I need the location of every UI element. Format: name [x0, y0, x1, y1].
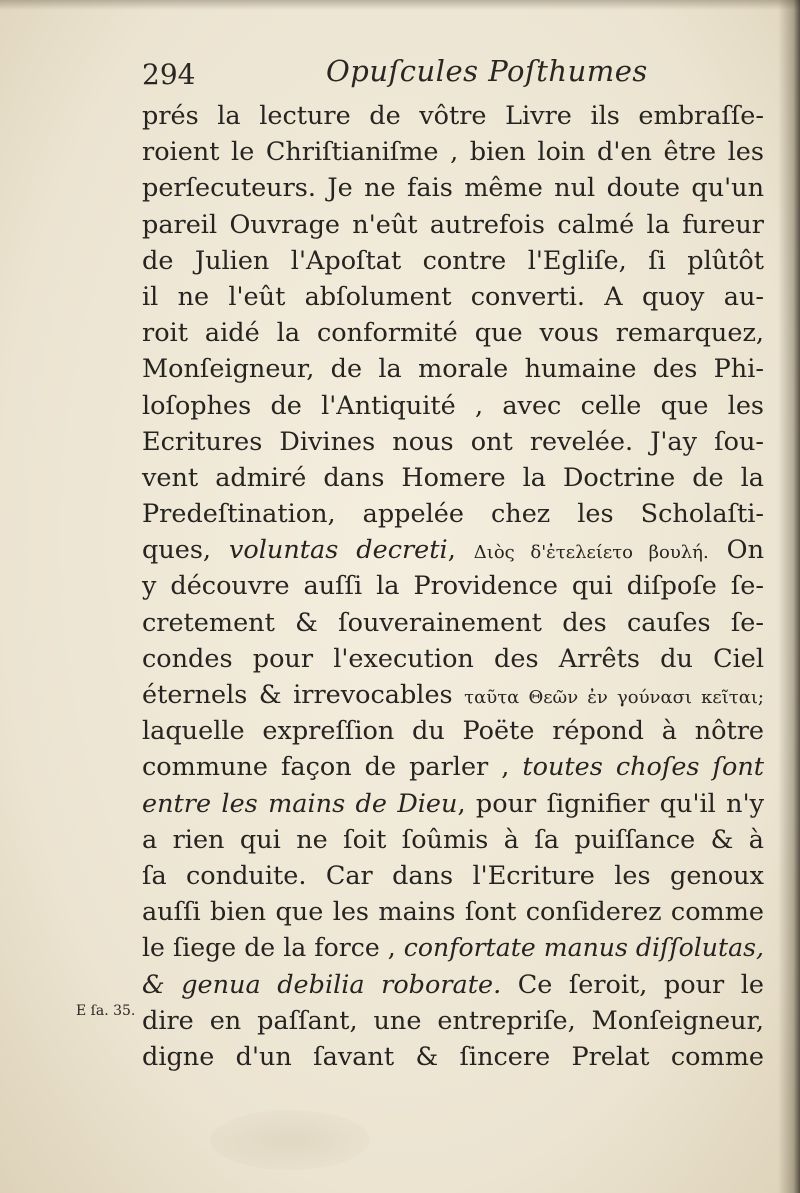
text-line: Ecritures Divines nous ont revelée. J'ay ſou- [142, 426, 764, 457]
page-top-shadow [0, 0, 800, 10]
text-line: pareil Ouvrage n'eût autrefois calmé la fureur [142, 209, 764, 240]
greek-quote: ταῦτα Θεῶν ἐν γούνασι κεῖται; [464, 687, 764, 708]
text-line: de Julien l'Apoſtat contre l'Egliſe, ſi plûtôt [142, 245, 764, 276]
text-line: laquelle expreſſion du Poëte répond à nôtre [142, 716, 764, 747]
running-title: Opuſcules Poſthumes [326, 54, 648, 88]
page-header [142, 54, 662, 98]
text-line: digne d'un ſavant & ſincere Prelat comme [142, 1041, 764, 1072]
italic-phrase: toutes choſes ſont [522, 752, 764, 783]
text-line: Predeſtination, appelée chez les Scholaſti- [142, 499, 764, 530]
text-line: vent admiré dans Homere la Doctrine de la [142, 462, 764, 493]
text-line: y découvre auſſi la Providence qui diſpoſe ſe- [142, 571, 764, 602]
text-line: dire en paſſant, une entrepriſe, Monſeigneur, [142, 1005, 764, 1036]
text-line: entre les mains de Dieu, pour ſignifier qu'il n'y [142, 788, 765, 819]
italic-phrase: entre les mains de Dieu [142, 788, 458, 819]
latin-quote: voluntas decreti [229, 535, 448, 566]
text-line: auſſi bien que les mains ſont conſiderez comme [142, 897, 764, 928]
page-binding-shadow [778, 0, 800, 1193]
latin-quote: & genua debilia roborate. [142, 969, 502, 1000]
text-line: & genua debilia roborate. Ce ſeroit, pour le [142, 969, 764, 1000]
text-line: ques, voluntas decreti, Διὸς δ'ἐτελείετο βουλή. On [142, 535, 765, 566]
text-line: Monſeigneur, de la morale humaine des Phi- [142, 354, 764, 385]
body-text [142, 98, 764, 1075]
text-line: cretement & ſouverainement des cauſes ſe- [142, 607, 764, 638]
page-number: 294 [142, 58, 196, 91]
text-line: loſophes de l'Antiquité , avec celle que les [142, 390, 764, 421]
text-line: il ne l'eût abſolument converti. A quoy au- [142, 281, 764, 312]
text-line: condes pour l'execution des Arrêts du Ciel [142, 643, 764, 674]
text-line: éternels & irrevocables ταῦτα Θεῶν ἐν γούνασι κεῖται; [142, 680, 764, 710]
text-line: prés la lecture de vôtre Livre ils embraſſe- [142, 101, 764, 131]
text-line: ſa conduite. Car dans l'Ecriture les genoux [142, 860, 764, 891]
text-line: roit aidé la conformité que vous remarquez, [142, 318, 764, 349]
paper-stain [210, 1110, 370, 1170]
latin-quote: confortate manus diſſolutas, [403, 933, 764, 964]
text-line: perſecuteurs. Je ne fais même nul doute qu'un [142, 173, 764, 204]
text-line: roient le Chriſtianiſme , bien loin d'en être les [142, 137, 764, 168]
margin-note: E ſa. 35. [76, 1003, 136, 1019]
text-line: le ſiege de la force , confortate manus diſſolutas, [142, 933, 764, 964]
text-line: commune façon de parler , toutes choſes ſont [142, 752, 764, 783]
text-line: a rien qui ne ſoit ſoûmis à ſa puiſſance & à [142, 824, 764, 855]
greek-quote: Διὸς δ'ἐτελείετο βουλή. [473, 542, 709, 564]
